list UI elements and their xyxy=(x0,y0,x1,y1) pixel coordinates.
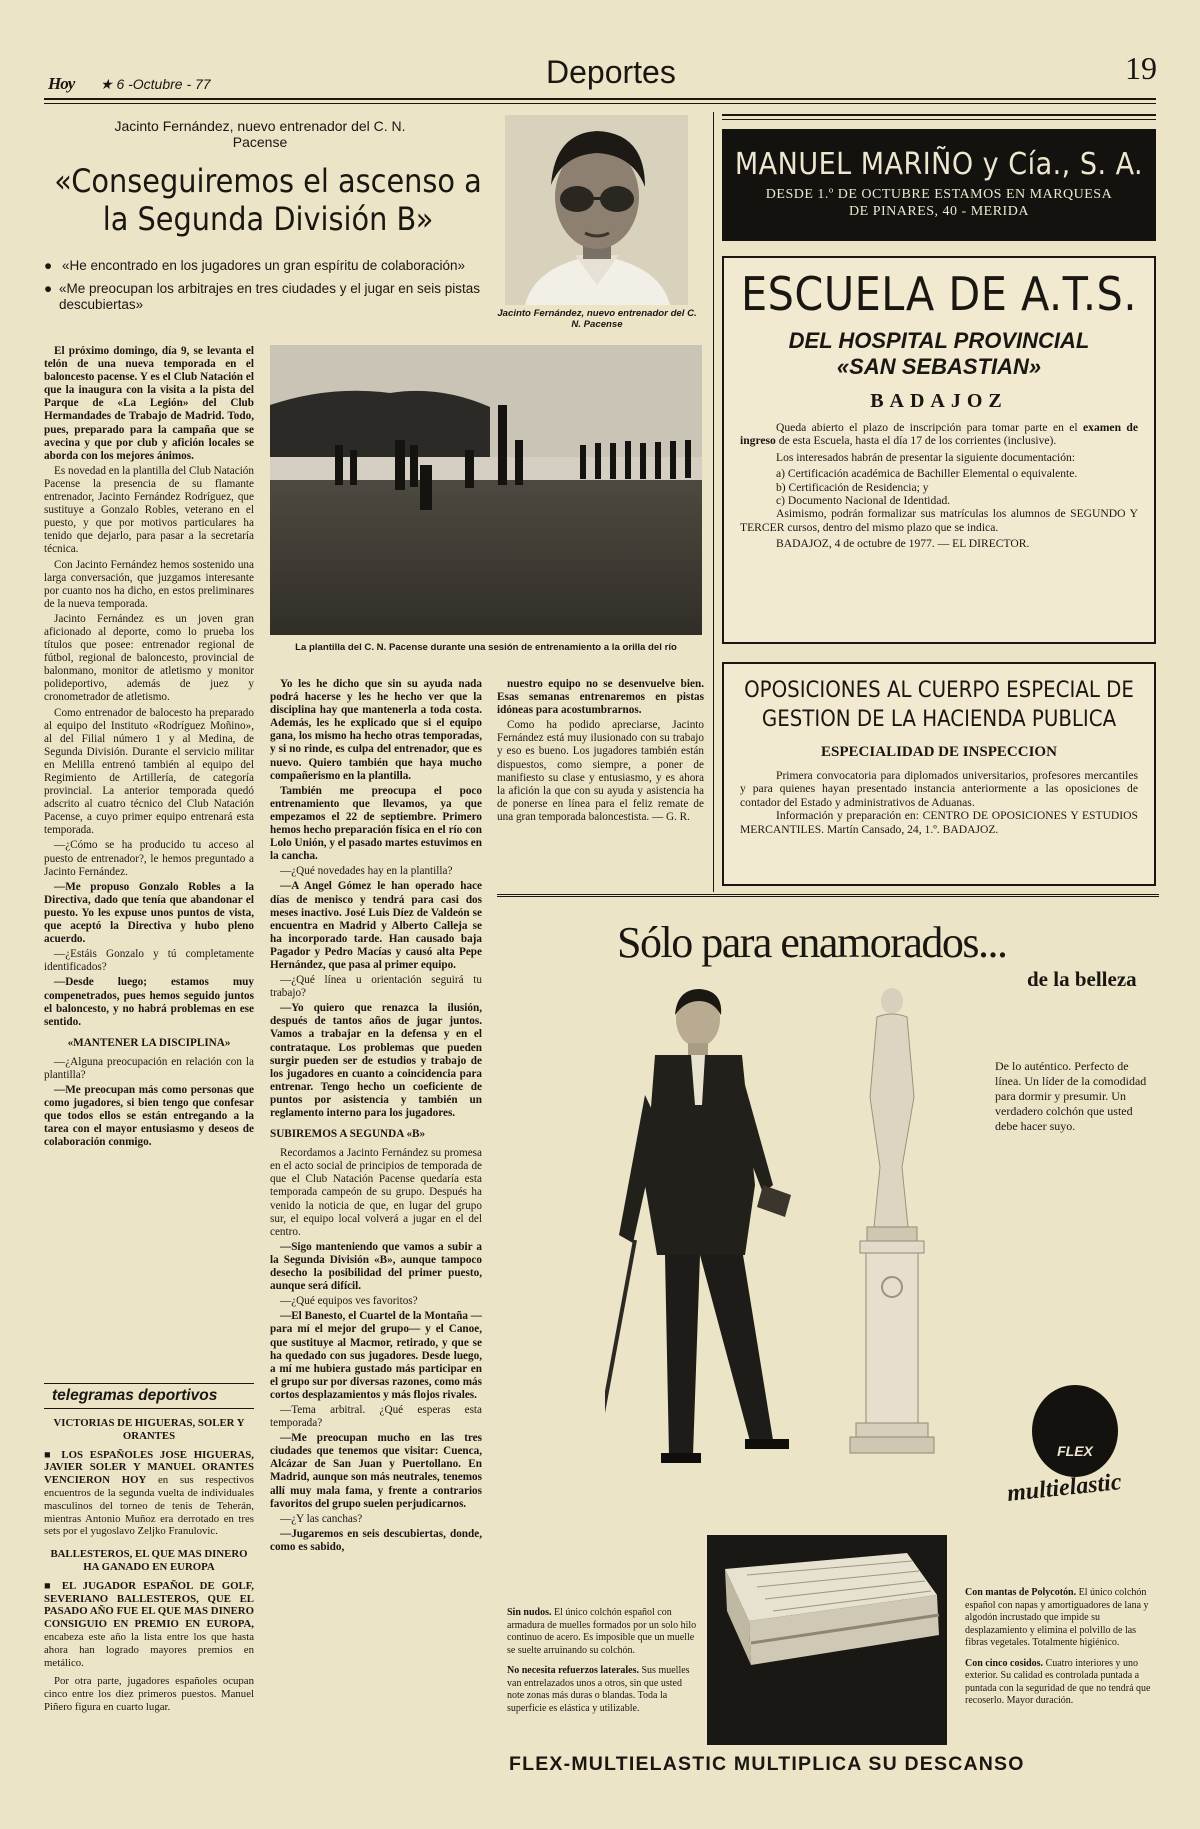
mattress-illustration xyxy=(707,1535,947,1745)
article-kicker: Jacinto Fernández, nuevo entrenador del C. N. Pacense xyxy=(114,118,406,150)
paragraph: —¿Qué novedades hay en la plantilla? xyxy=(280,865,453,878)
column-separator xyxy=(713,112,714,892)
article-column-1 xyxy=(44,345,254,1152)
feature-text: Con cinco cosidos. Cuatro interiores y uno exterior. Su calidad es controlada puntada a puntada con la seguridad de que no tendrá que recoserlo. Mayor duración. xyxy=(965,1657,1151,1706)
ad-ats-city: BADAJOZ xyxy=(870,390,1008,412)
ad-ats-body xyxy=(740,421,1138,551)
ad-ats-signature: BADAJOZ, 4 de octubre de 1977. — EL DIRECTOR. xyxy=(776,537,1030,551)
ad-ats-subtitle-2: «SAN SEBASTIAN» xyxy=(836,354,1042,379)
ad-flex-headline: Sólo para enamorados... xyxy=(617,918,1007,967)
paragraph: Yo les he dicho que sin su ayuda nada podrá hacerse y les he hecho ver que la disciplina hay que mantenerla a toda costa. Además, les he explicado que si el equipo gana, los mismo ha hecho otras temporadas, y si no rinde, es culpa del entrenador, que es nuevo. Quiero también que haya mucho compañerismo en la plantilla. xyxy=(270,678,482,782)
portrait-photo xyxy=(505,115,688,305)
paragraph: —Desde luego; estamos muy compenetrados, pues hemos seguido juntos el baloncesto, y no habrá problemas en ese sentido. xyxy=(44,976,254,1028)
ad-oposiciones-paragraph: Información y preparación en: CENTRO DE OPOSICIONES Y ESTUDIOS MERCANTILES. Martín Cansado, 24, 1.º. BADAJOZ. xyxy=(740,809,1138,836)
paragraph: —Me propuso Gonzalo Robles a la Directiva, dado que tenía que abandonar el puesto. Yo les expuse unos puntos de vista, que aceptó la Directiva y hubo pleno acuerdo. xyxy=(44,880,254,946)
ad-oposiciones-body xyxy=(740,769,1138,836)
paragraph: Recordamos a Jacinto Fernández su promesa en el acto social de principios de temporada de que el Club Natación Pacense quedaría esta temporada campeón de su grupo. Después ha venido la noticia de que, en lugar del grupo sur, el equipo local volverá a jugar en el del centro. xyxy=(270,1147,482,1238)
paragraph: —¿Alguna preocupación en relación con la plantilla? xyxy=(44,1055,254,1081)
telegram-heading: VICTORIAS DE HIGUERAS, SOLER Y ORANTES xyxy=(53,1417,245,1442)
section-title: Deportes xyxy=(546,54,676,90)
section-rule xyxy=(44,1383,254,1384)
paragraph: —Yo quiero que renazca la ilusión, después de tantos años de jugar juntos. Vamos a trabajar en la defensa y en el contrataque. Los problemas que pueden surgir pueden ser de estudios y trabajo de los jugadores en cuanto a coincidencia para entrenar. Tengo hecho un coeficiente de puntos por asistencia y también un reglamento interno para los jugadores. xyxy=(270,1002,482,1119)
ad-ats-item: a) Certificación académica de Bachiller Elemental o equivalente. xyxy=(776,467,1078,481)
ad-oposiciones-paragraph: Primera convocatoria para diplomados universitarios, profesores mercantiles y para quienes hayan presentado instancia anteriormente a las oposiciones de contador del Estado y administrativos de Aduanas. xyxy=(740,769,1138,809)
feature-text: No necesita refuerzos laterales. Sus muelles van entrelazados unos a otros, sin que usted note zonas más duras o blandas. Toda la superficie es elástica y utilizable. xyxy=(507,1665,690,1714)
paragraph: —¿Qué línea u orientación seguirá tu trabajo? xyxy=(270,974,482,1000)
training-photo-caption: La plantilla del C. N. Pacense durante una sesión de entrenamiento a la orilla del río xyxy=(295,642,677,653)
paragraph: —¿Qué equipos ves favoritos? xyxy=(280,1295,418,1308)
flex-logo-emblem xyxy=(1032,1385,1118,1477)
ad-ats-item: b) Certificación de Residencia; y xyxy=(776,480,929,494)
paragraph: —¿Cómo se ha producido tu acceso al puesto de entrenador?, le hemos preguntado a Jacinto Fernández. xyxy=(44,839,254,878)
ad-oposiciones-title: OPOSICIONES AL CUERPO ESPECIAL DE GESTION DE LA HACIENDA PUBLICA xyxy=(744,678,1134,732)
ad-escuela-ats xyxy=(722,256,1156,644)
paragraph: —Tema arbitral. ¿Qué esperas esta temporada? xyxy=(270,1403,482,1430)
column-subhead: «MANTENER LA DISCIPLINA» xyxy=(67,1036,231,1049)
header-rule xyxy=(44,98,1156,100)
training-photo xyxy=(270,345,702,635)
issue-date: ★ 6 -Octubre - 77 xyxy=(100,76,211,92)
paragraph: Es novedad en la plantilla del Club Natación Pacense la presencia de su flamante entrenador, Jacinto Fernández Rodríguez, que sustituye a Gonzalo Robles, veterano en el puesto, y que por motivos particulares ha tenido que dejarlo, para pasar a la secretaría técnica. xyxy=(44,464,254,556)
ads-top-rule xyxy=(722,114,1156,120)
ad-flex-model-illustration xyxy=(605,985,805,1475)
ad-ats-item: c) Documento Nacional de Identidad. xyxy=(776,494,951,508)
paragraph: —Sigo manteniendo que vamos a subir a la Segunda División «B», aunque tampoco desecho la posibilidad del primer puesto, aunque será difícil. xyxy=(270,1240,482,1293)
paragraph: Jacinto Fernández es un joven gran aficionado al deporte, como lo prueba los títulos que posee: entrenador regional de fútbol, regional de baloncesto, provincial de balonmano, monitor de atletismo y monitor polideportivo, además de juez y cronometrador de atletismo. xyxy=(44,612,254,704)
page-header xyxy=(0,0,1200,110)
telegram-heading: BALLESTEROS, EL QUE MAS DINERO HA GANADO EN EUROPA xyxy=(50,1548,248,1573)
paragraph: —Me preocupan más como personas que como jugadores, si bien tengo que confesar que todos ellos se están entregando a la tarea con el mayor entusiasmo y deseos de colaboración conmigo. xyxy=(44,1084,254,1149)
newspaper-logo: Hoy xyxy=(48,74,75,93)
ad-marino-title: MANUEL MARIÑO y Cía., S. A. xyxy=(734,147,1144,182)
ad-oposiciones xyxy=(722,662,1156,886)
ad-ats-title: ESCUELA DE A.T.S. xyxy=(741,267,1137,321)
paragraph: Como ha podido apreciarse, Jacinto Fernández está muy ilusionado con su trabajo y eso es bueno. Los jugadores también están dispuestos, como siempre, a poner de manifiesto su clase y entusiasmo, y es ahora la afición la que con su ayuda y asistencia ha de ponerse en línea para el feliz remate de una gran temporada baloncestista. — G. R. xyxy=(497,719,704,823)
article-column-2 xyxy=(270,678,482,1556)
telegram-item: ■ LOS ESPAÑOLES JOSE HIGUERAS, JAVIER SOLER Y MANUEL ORANTES VENCIERON HOY en sus respectivos encuentros de la segunda vuelta de individuales masculinos del torneo de tenis de Teherán, mientras Antonio Muñoz era derrotado en tres sets por el yugoslavo Zeljko Franulovic. xyxy=(44,1448,254,1538)
bullet-item: ● «Me preocupan los arbitrajes en tres ciudades y el jugar en seis pistas descubiertas» xyxy=(44,281,481,312)
flex-logo-word: FLEX xyxy=(1057,1443,1093,1459)
paragraph: El próximo domingo, día 9, se levanta el telón de una nueva temporada en el baloncesto pacense. Y es el Club Natación el que la inaugura con la visita a la pista del Parque de «La Legión» del Club Hermandades de Trabajo de Madrid. Todo, pues, preparado para la campaña que se avecina y que por club y afición locales se aborda con los mejores ánimos. xyxy=(44,345,254,462)
column-subhead: SUBIREMOS A SEGUNDA «B» xyxy=(270,1128,426,1141)
ad-ats-paragraph: Queda abierto el plazo de inscripción para tomar parte en el examen de ingreso de esta Escuela, hasta el día 17 de los corrientes (inclusive). xyxy=(740,421,1138,448)
paragraph: —¿Y las canchas? xyxy=(280,1512,363,1525)
flex-logo-script: multielastic xyxy=(1005,1469,1123,1507)
paragraph: —¿Estáis Gonzalo y tú completamente identificados? xyxy=(44,948,254,974)
ad-flex-slogan: FLEX-MULTIELASTIC MULTIPLICA SU DESCANSO xyxy=(509,1753,1025,1775)
feature-text: Con mantas de Polycotón. El único colchón español con napas y amortiguadores de lana y algodón incrustado que impide su desplazamiento y elimina el polvillo de las fibras vegetales. Totalmente higiénico. xyxy=(965,1587,1149,1648)
ad-marino xyxy=(722,129,1156,241)
ad-flex-subheadline: de la belleza xyxy=(1027,967,1137,991)
ad-flex-right-text xyxy=(965,1587,1155,1708)
ad-flex-blurb: De lo auténtico. Perfecto de línea. Un líder de la comodidad para dormir y presumir. Un verdadero colchón que usted debe hacer suyo. xyxy=(995,1059,1147,1133)
section-rule xyxy=(44,1408,254,1409)
paragraph: —Jugaremos en seis descubiertas, donde, como es sabido, xyxy=(270,1527,482,1553)
ad-ats-paragraph: Asimismo, podrán formalizar sus matrículas los alumnos de SEGUNDO Y TERCER cursos, dentro del mismo plazo que se indica. xyxy=(740,507,1138,534)
ad-flex-statue-illustration xyxy=(822,987,962,1467)
paragraph: —El Banesto, el Cuartel de la Montaña —para mí el mejor del grupo— y el Canoe, que sustituye al Macmor, retirado, y que se ha quedado con sus jugadores. Desde luego, a mí me hubiera gustado más participar en el grupo sur por diversas razones, como más cortos desplazamientos y más flojos rivales. xyxy=(270,1310,482,1401)
telegram-item: ■ EL JUGADOR ESPAÑOL DE GOLF, SEVERIANO BALLESTEROS, QUE EL PASADO AÑO FUE EL QUE MAS DINERO CONSIGUIO EN PREMIO EN EUROPA, encabeza este año la lista entre los que hasta ahora han logrado mayores premios en metálico. xyxy=(44,1579,254,1669)
ad-marino-text: DESDE 1.º DE OCTUBRE ESTAMOS EN MARQUESA DE PINARES, 40 - MERIDA xyxy=(765,187,1113,219)
page-number: 19 xyxy=(1125,50,1157,86)
bullet-item: ● «He encontrado en los jugadores un gran espíritu de colaboración» xyxy=(44,258,466,273)
paragraph: nuestro equipo no se desenvuelve bien. Esas semanas entrenaremos en pistas idóneas para acostumbrarnos. xyxy=(497,678,704,717)
feature-text: Sin nudos. El único colchón español con armadura de muelles formados por un solo hilo continuo de acero. Es imposible que un muelle se suelte arruinando su colchón. xyxy=(507,1607,697,1656)
paragraph: También me preocupa el poco entrenamiento que llevamos, ya que empezamos el 22 de septiembre. Primero hemos hecho preparación física en el río con Lolo Unión, y el pasado martes estuvimos en la cancha. xyxy=(270,784,482,863)
paragraph: —Me preocupan mucho en las tres ciudades que tenemos que visitar: Cuenca, Alcázar de San Juan y Puertollano. En Madrid, aunque son más neutrales, tenemos allí muy mala fama, y frente a contrarios favoritos del grupo suelen perjudicarnos. xyxy=(270,1432,482,1510)
ad-flex-left-text xyxy=(507,1607,697,1715)
header-rule-thin xyxy=(44,103,1156,104)
article-headline: «Conseguiremos el ascenso a la Segunda División B» xyxy=(54,162,482,238)
paragraph: —A Angel Gómez le han operado hace días de menisco y tendrá para casi dos meses inactivo. José Luis Díez de Valdeón se encuentra en Madrid y Alberto Calleja se ha incorporado tarde. Han causado baja Pagador y Pedro Macías y causó alta Pepe Hernández, que pasa al primer equipo. xyxy=(270,880,482,971)
telegramas-title: telegramas deportivos xyxy=(52,1387,218,1404)
paragraph: Con Jacinto Fernández hemos sostenido una larga conversación, que juzgamos interesante por cuanto nos ha dicho, en estos preliminares de la nueva temporada. xyxy=(44,558,254,610)
telegram-item: Por otra parte, jugadores españoles ocupan cinco entre los diez primeros puestos. Manuel Piñero figura en cuarto lugar. xyxy=(44,1675,254,1713)
telegramas-section xyxy=(44,1383,254,1716)
ad-ats-paragraph: Los interesados habrán de presentar la siguiente documentación: xyxy=(776,450,1076,464)
ad-ats-subtitle: DEL HOSPITAL PROVINCIAL xyxy=(788,328,1090,353)
portrait-caption: Jacinto Fernández, nuevo entrenador del C. N. Pacense xyxy=(497,308,697,330)
paragraph: Como entrenador de balocesto ha preparado al equipo del Instituto «Rodríguez Moñino», al del Filial número 1 y al Medina, de Segunda División. Durante el servicio militar en Melilla entrenó también al equipo del Regimiento de Artillería, de categoría provincial. La anterior temporada quedó adscrito al cuatro técnico del Club Natación Pacense, a cuyo primer equipo entrenará esta temporada. xyxy=(44,706,254,837)
ad-flex xyxy=(497,894,1159,1794)
article-column-3 xyxy=(497,678,704,826)
flex-logo xyxy=(1007,1385,1147,1505)
ad-oposiciones-subtitle: ESPECIALIDAD DE INSPECCION xyxy=(821,744,1057,760)
article-bullets xyxy=(44,258,484,313)
